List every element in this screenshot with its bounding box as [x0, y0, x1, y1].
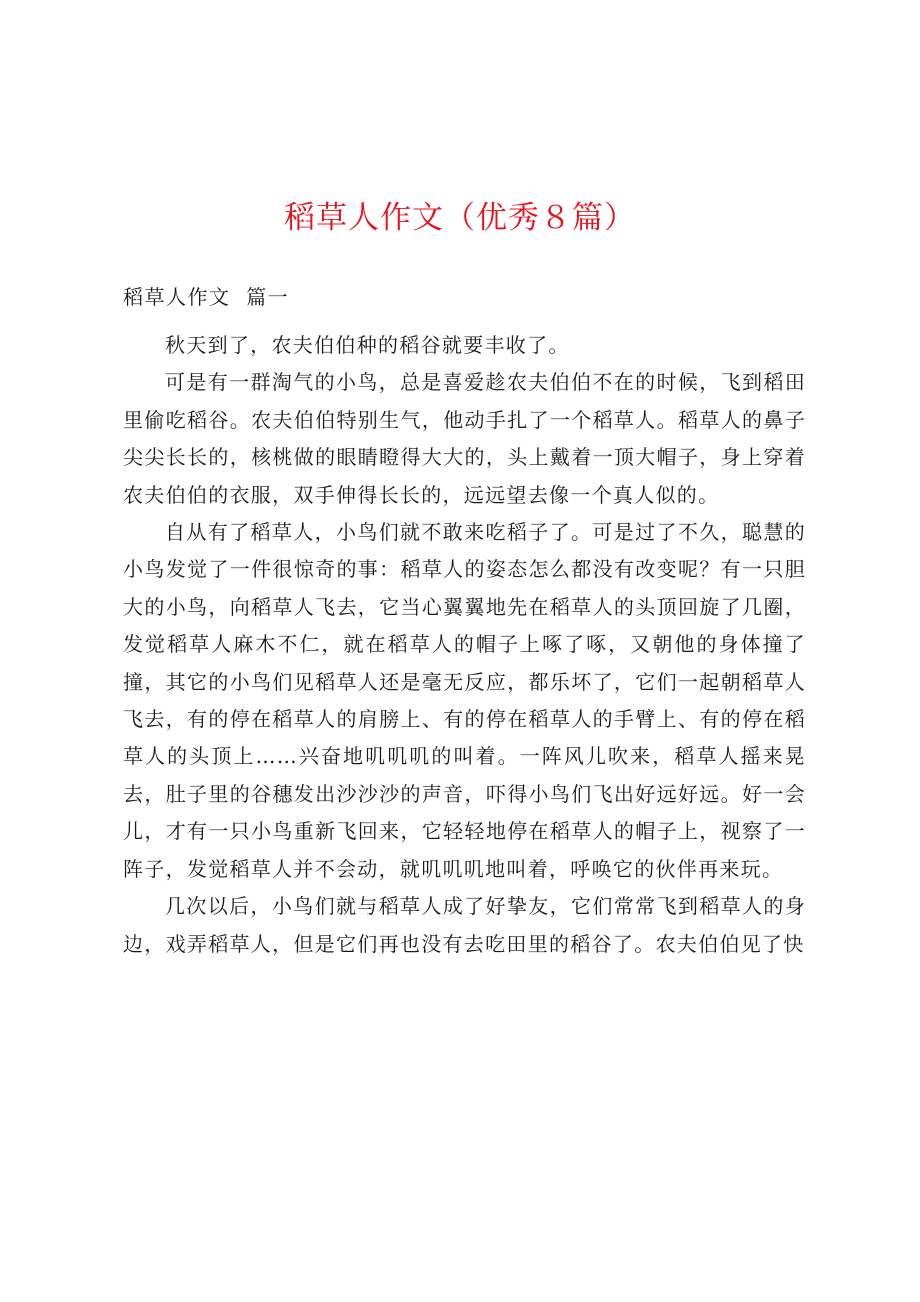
paragraph: 几次以后，小鸟们就与稻草人成了好挚友，它们常常飞到稻草人的身边，戏弄稻草人，但是它们再也没有去吃田里的稻谷了。农夫伯伯见了快: [123, 894, 806, 956]
paragraph: 自从有了稻草人，小鸟们就不敢来吃稻子了。可是过了不久，聪慧的小鸟发觉了一件很惊奇的事：稻草人的姿态怎么都没有改变呢？有一只胆大的小鸟，向稻草人飞去，它当心翼翼地先在稻草人的头顶回旋了几圈，发觉稻草人麻木不仁，就在稻草人的帽子上啄了啄，又朝他的身体撞了撞，其它的小鸟们见稻草人还是毫无反应，都乐坏了，它们一起朝稻草人飞去，有的停在稻草人的肩膀上、有的停在稻草人的手臂上、有的停在稻草人的头顶上……兴奋地叽叽叽的叫着。一阵风儿吹来，稻草人摇来晃去，肚子里的谷穗发出沙沙沙的声音，吓得小鸟们飞出好远好远。好一会儿，才有一只小鸟重新飞回来，它轻轻地停在稻草人的帽子上，视察了一阵子，发觉稻草人并不会动，就叽叽叽地叫着，呼唤它的伙伴再来玩。: [123, 520, 806, 881]
paragraph: 秋天到了，农夫伯伯种的稻谷就要丰收了。: [165, 333, 570, 357]
section-heading: 稻草人作文 篇一: [123, 285, 290, 309]
document-title: 稻草人作文（优秀８篇）: [284, 200, 636, 236]
paragraph: 可是有一群淘气的小鸟，总是喜爱趁农夫伯伯不在的时候，飞到稻田里偷吃稻谷。农夫伯伯特别生气，他动手扎了一个稻草人。稻草人的鼻子尖尖长长的，核桃做的眼睛瞪得大大的，头上戴着一顶大帽子，身上穿着农夫伯伯的衣服，双手伸得长长的，远远望去像一个真人似的。: [123, 370, 806, 507]
article-body: [123, 327, 806, 963]
